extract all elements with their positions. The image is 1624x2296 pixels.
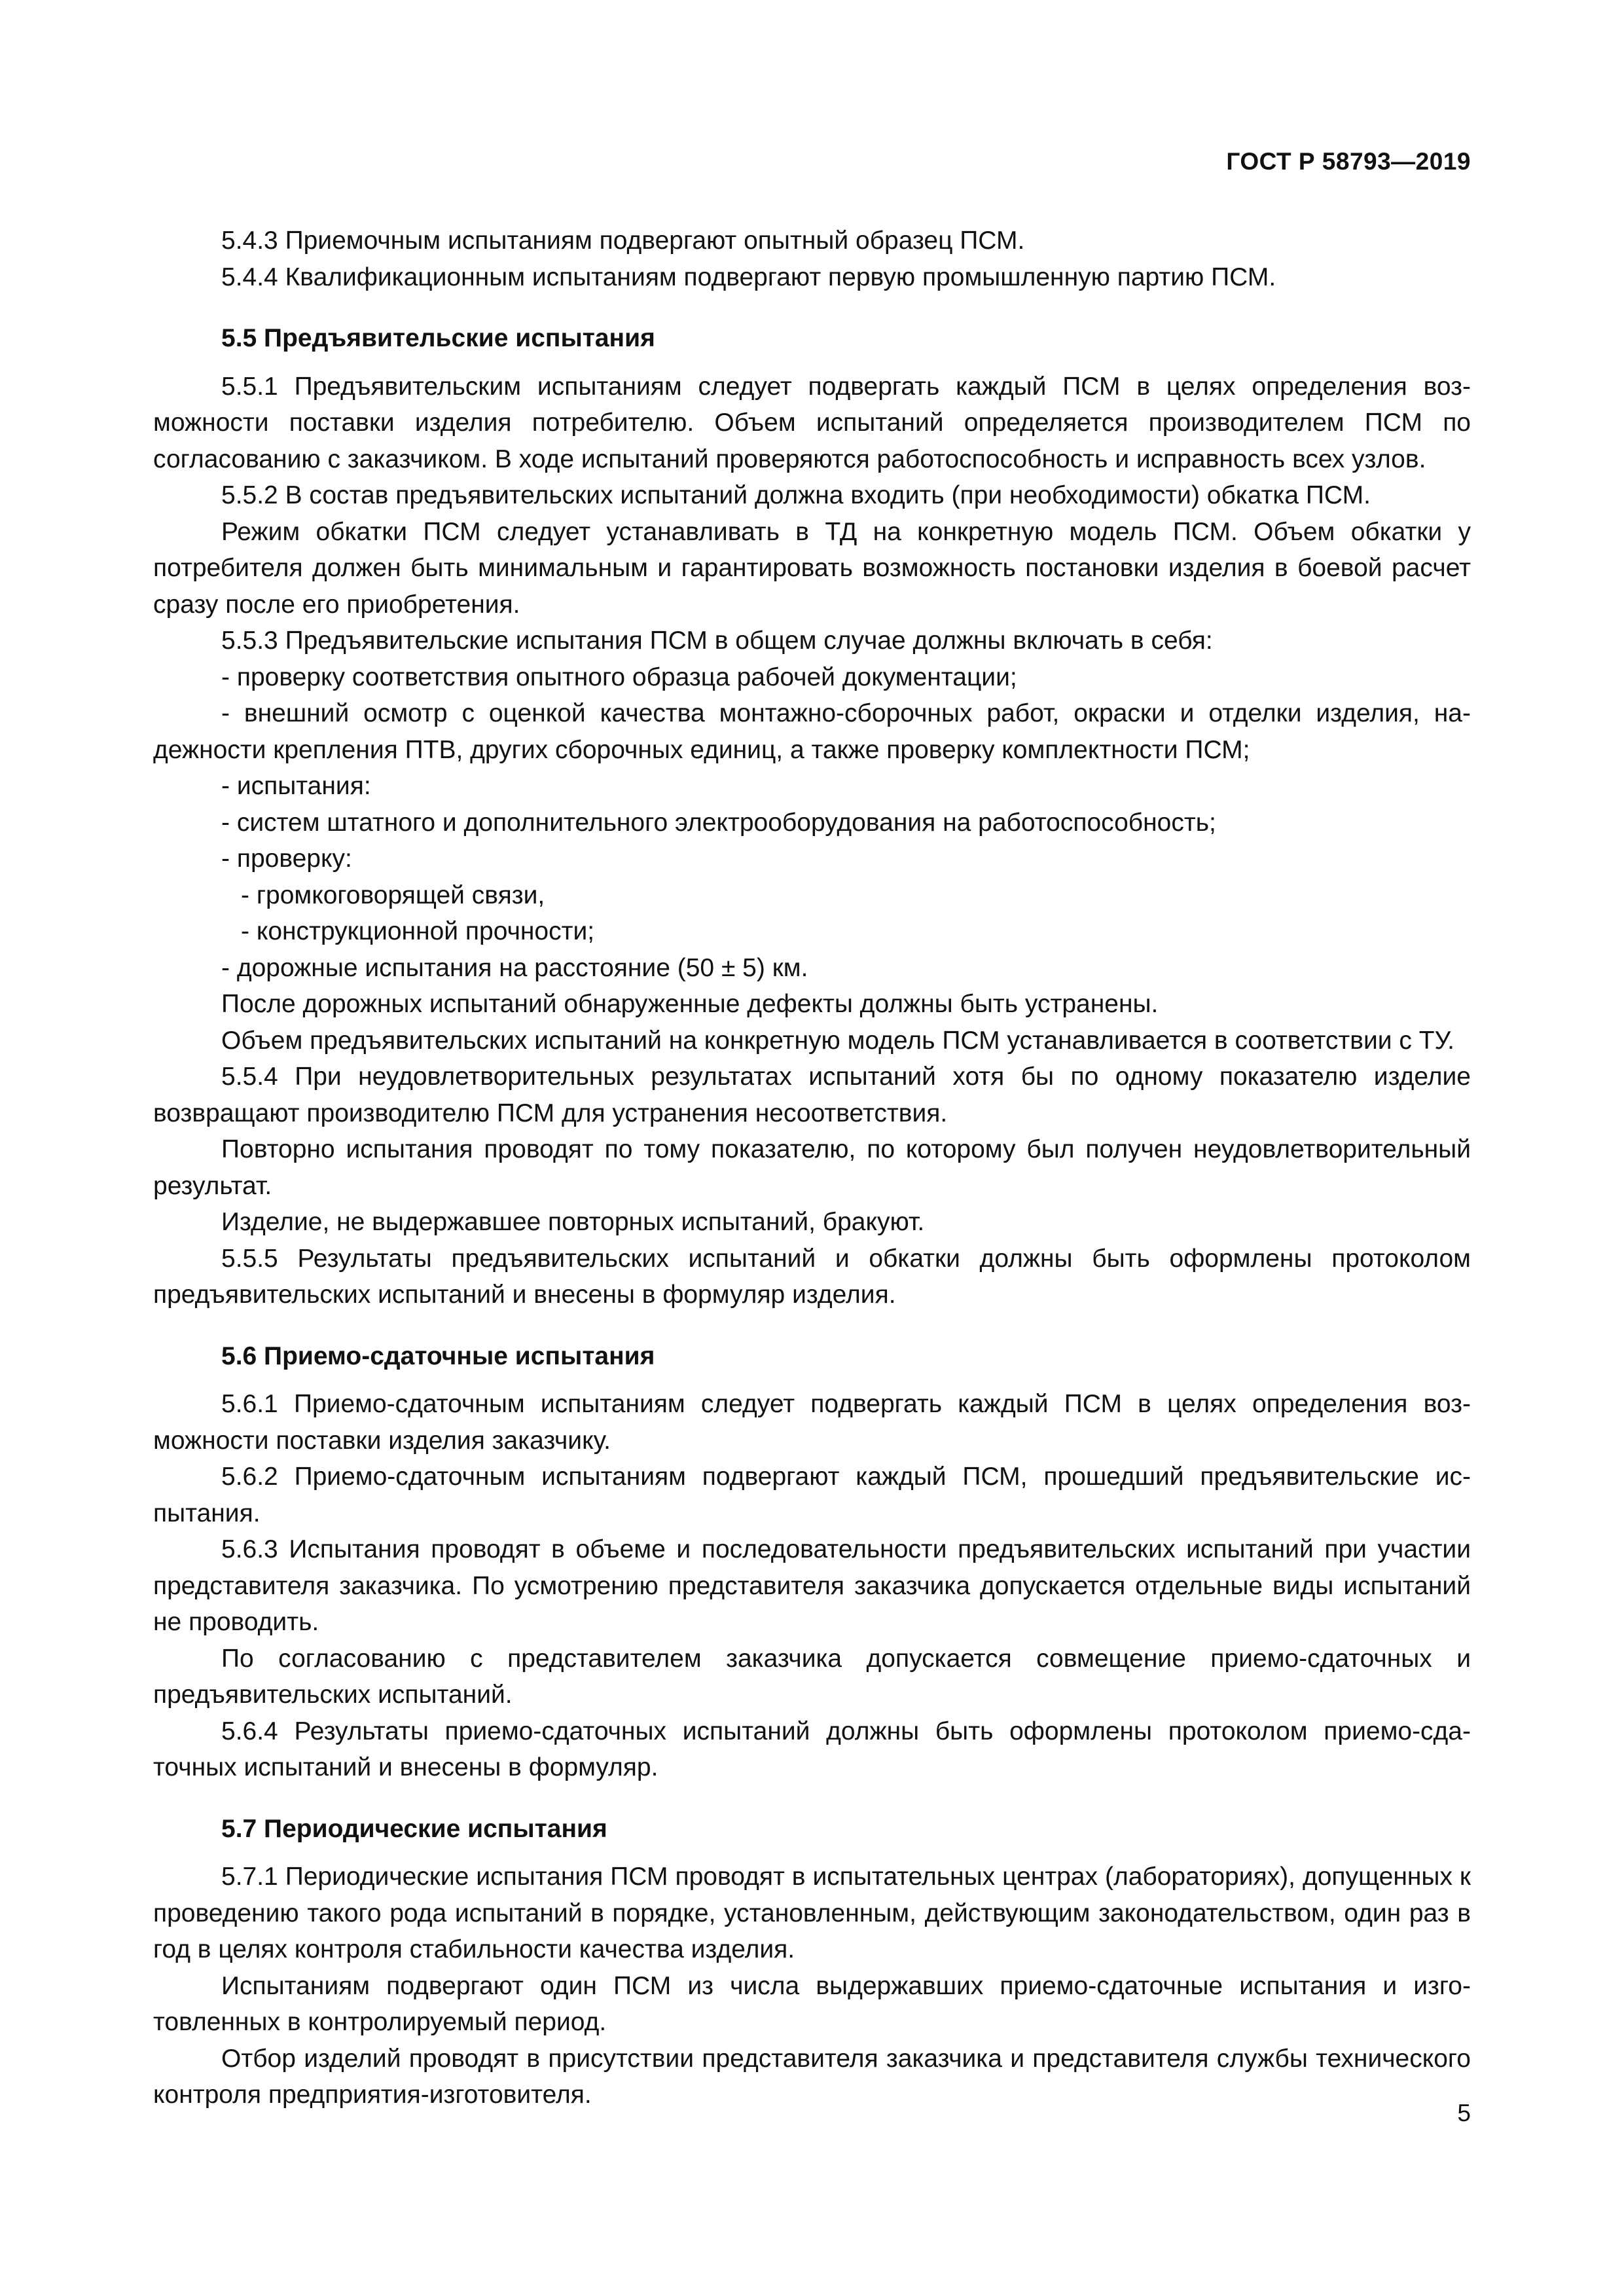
list-item: - систем штатного и дополнительного электрооборудования на работоспособность;	[221, 808, 1216, 837]
paragraph: 5.5.3 Предъявительские испытания ПСМ в общем случае должны включать в себя:	[221, 627, 1213, 655]
section-heading: 5.7 Периодические испытания	[221, 1814, 607, 1843]
list-item: - испытания:	[221, 772, 371, 800]
paragraph: 5.7.1 Периодические испытания ПСМ проводят в испытательных центрах (лабораториях), допущенных к проведению такого рода испытаний в порядке, установленным, действующим законодательством, один раз в год в целях контроля стабильности качества изделия.	[153, 1863, 1471, 1963]
paragraph: 5.5.2 В состав предъявительских испытаний должна входить (при необходимости) обкатка ПСМ.	[221, 481, 1371, 509]
paragraph: Изделие, не выдержавшее повторных испытаний, бракуют.	[221, 1208, 925, 1236]
paragraph: 5.5.1 Предъявительским испытаниям следует подвергать каждый ПСМ в целях определения возможности поставки изделия потребителю. Объем испытаний определяется производителем ПСМ по согласованию с заказчиком. В ходе испытаний проверяются работоспособность и исправность всех узлов.	[153, 372, 1471, 473]
paragraph: По согласованию с представителем заказчика допускается совмещение приемо-сдаточных и предъявительских испытаний.	[153, 1644, 1471, 1709]
section-heading: 5.6 Приемо-сдаточные испытания	[221, 1341, 655, 1370]
paragraph: 5.5.5 Результаты предъявительских испытаний и обкатки должны быть оформлены протоколом предъявительских испытаний и внесены в формуляр изделия.	[153, 1244, 1471, 1309]
sub-list-item: - конструкционной прочности;	[241, 917, 595, 945]
paragraph: 5.6.2 Приемо-сдаточным испытаниям подвергают каждый ПСМ, прошедший предъявительские испытания.	[153, 1463, 1471, 1527]
paragraph: Отбор изделий проводят в присутствии представителя заказчика и представителя службы технического контроля предприятия-изготовителя.	[153, 2044, 1471, 2109]
list-item: - проверку соответствия опытного образца рабочей документации;	[221, 663, 1017, 691]
paragraph: Повторно испытания проводят по тому показателю, по которому был получен неудовлетворительный результат.	[153, 1135, 1471, 1200]
paragraph: Режим обкатки ПСМ следует устанавливать в ТД на конкретную модель ПСМ. Объем обкатки у потребителя должен быть минимальным и гарантировать возможность постановки изделия в боевой расчет сразу после его приобретения.	[153, 517, 1471, 619]
paragraph: 5.6.1 Приемо-сдаточным испытаниям следует подвергать каждый ПСМ в целях определения возможности поставки изделия заказчику.	[153, 1390, 1471, 1455]
paragraph: 5.6.3 Испытания проводят в объеме и последовательности предъявительских испытаний при участии представителя заказчика. По усмотрению представителя заказчика допускается отдельные виды испытаний не проводить.	[153, 1535, 1471, 1636]
paragraph: 5.4.3 Приемочным испытаниям подвергают опытный образец ПСМ.	[221, 227, 1025, 255]
list-item: - дорожные испытания на расстояние (50 ± 5) км.	[221, 953, 808, 982]
section-heading: 5.5 Предъявительские испытания	[221, 324, 655, 352]
paragraph: 5.5.4 При неудовлетворительных результатах испытаний хотя бы по одному показателю изделие возвращают производителю ПСМ для устранения несоответствия.	[153, 1063, 1471, 1127]
document-id-header: ГОСТ Р 58793—2019	[1226, 148, 1471, 175]
page-number: 5	[1457, 2100, 1471, 2126]
document-body	[153, 223, 1471, 2113]
sub-list-item: - громкоговорящей связи,	[241, 881, 545, 909]
paragraph: Испытаниям подвергают один ПСМ из числа выдержавших приемо-сдаточные испытания и изготовленных в контролируемый период.	[153, 1971, 1471, 2036]
paragraph: После дорожных испытаний обнаруженные дефекты должны быть устранены.	[221, 990, 1159, 1018]
paragraph: Объем предъявительских испытаний на конкретную модель ПСМ устанавливается в соответствии с ТУ.	[221, 1026, 1454, 1055]
paragraph: 5.4.4 Квалификационным испытаниям подвергают первую промышленную партию ПСМ.	[221, 263, 1276, 291]
list-item: - проверку:	[221, 845, 352, 873]
list-item: - внешний осмотр с оценкой качества монтажно-сборочных работ, окраски и отделки изделия, надежности крепления ПТВ, других сборочных единиц, а также проверку комплектности ПСМ;	[153, 699, 1471, 764]
paragraph: 5.6.4 Результаты приемо-сдаточных испытаний должны быть оформлены протоколом приемо-сдаточных испытаний и внесены в формуляр.	[153, 1717, 1471, 1781]
